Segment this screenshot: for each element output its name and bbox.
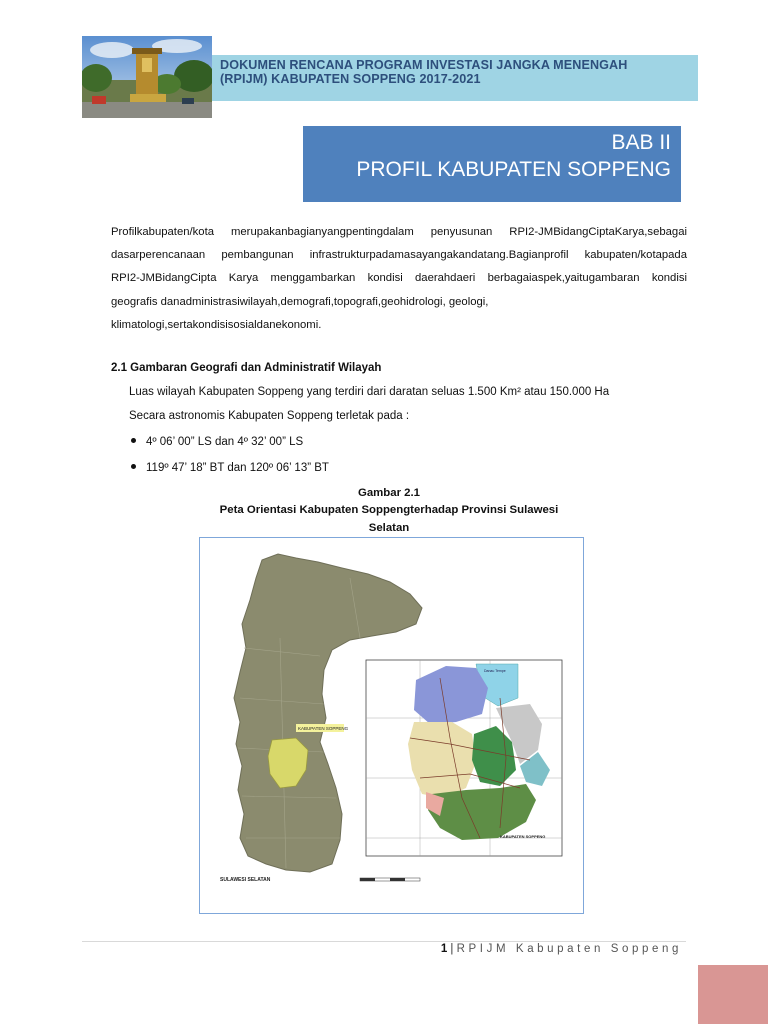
bullet-icon [131, 438, 136, 443]
corner-tab [698, 965, 768, 1024]
bullet-item [131, 436, 303, 448]
document-title-line2: (RPIJM) KABUPATEN SOPPENG 2017-2021 [220, 72, 481, 86]
document-title-line1: DOKUMEN RENCANA PROGRAM INVESTASI JANGKA MENENGAH [220, 58, 628, 72]
bullet-text: 119º 47’ 18” BT dan 120º 06’ 13” BT [146, 462, 329, 474]
intro-line-4-text: geografis danadministrasiwilayah,demografi,topografi,geohidrologi, geologi, [111, 296, 489, 308]
chapter-number: BAB II [611, 131, 671, 154]
intro-line-3: RPI2-JMBidangCipta Karya menggambarkan kondisi daerahdaeri berbagaiaspek,yaitugambaran kondisi [111, 272, 687, 284]
footer-rule [82, 941, 686, 942]
intro-line-4 [111, 291, 687, 315]
bullet-item [131, 462, 329, 474]
astronomy-text: Secara astronomis Kabupaten Soppeng terletak pada : [129, 410, 410, 422]
inset-label: KABUPATEN SOPPENG [500, 834, 546, 839]
figure-caption-line1: Peta Orientasi Kabupaten Soppengterhadap Provinsi Sulawesi [219, 504, 559, 516]
footer-separator: | [450, 943, 454, 955]
figure-caption-line2: Selatan [368, 522, 410, 534]
page-number: 1 [440, 943, 448, 955]
document-title [220, 58, 696, 86]
footer [441, 943, 682, 955]
map-label-kabupaten: KABUPATEN SOPPENG [298, 726, 349, 731]
intro-line-1: Profilkabupaten/kota merupakanbagianyangpentingdalam penyusunan RPI2-JMBidangCiptaKarya,sebagai [111, 226, 687, 238]
area-text: Luas wilayah Kabupaten Soppeng yang terdiri dari daratan seluas 1.500 Km² atau 150.000 Ha [129, 386, 610, 398]
bullet-text: 4º 06’ 00” LS dan 4º 32’ 00” LS [146, 436, 304, 448]
orientation-map [199, 537, 584, 914]
map-label-lake: Danau Tempe [484, 669, 506, 673]
header-photo [82, 36, 212, 118]
footer-label: RPIJM Kabupaten Soppeng [456, 943, 682, 955]
bullet-icon [131, 464, 136, 469]
figure-number: Gambar 2.1 [357, 487, 421, 499]
chapter-title: PROFIL KABUPATEN SOPPENG [356, 158, 671, 181]
intro-line-5: klimatologi,sertakondisisosialdanekonomi. [111, 319, 322, 331]
section-heading: 2.1 Gambaran Geografi dan Administratif Wilayah [111, 362, 382, 374]
intro-line-2: dasarperencanaan pembangunan infrastrukturpadamasayangakandatang.Bagianprofil kabupaten/kotapada [111, 249, 687, 261]
map-label-province: SULAWESI SELATAN [220, 877, 271, 883]
